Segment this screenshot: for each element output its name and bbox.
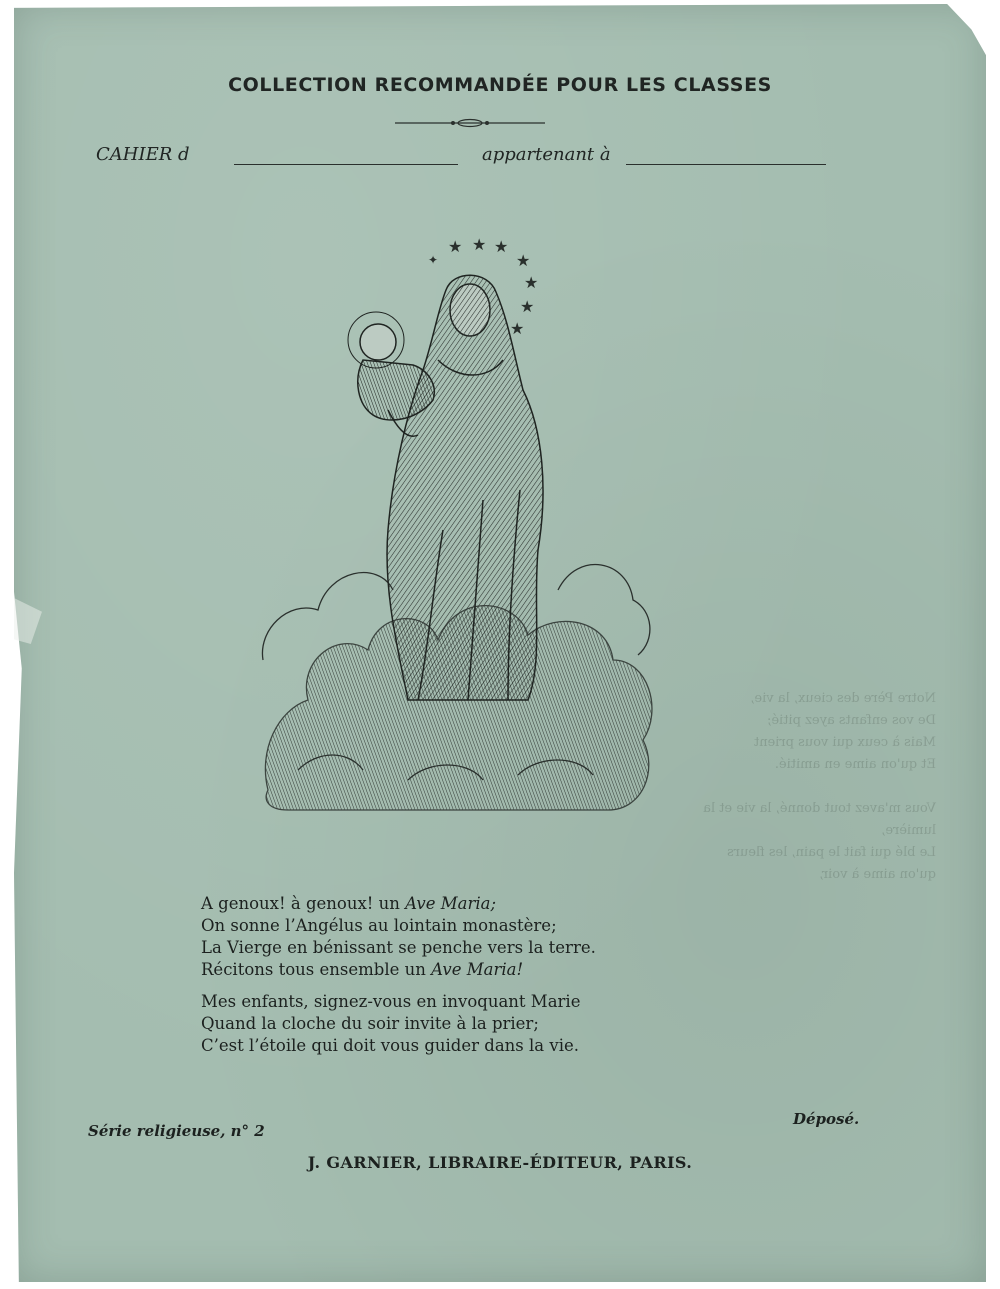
svg-text:★: ★	[520, 297, 535, 316]
publisher-imprint: J. GARNIER, LIBRAIRE-ÉDITEUR, PARIS.	[307, 1153, 693, 1172]
owner-name-field[interactable]	[626, 164, 826, 165]
poem-line: Mes enfants, signez-vous en invoquant Marie	[201, 992, 581, 1011]
poem-line: Quand la cloche du soir invite à la prier;	[201, 1014, 539, 1033]
cahier-subject-field[interactable]	[234, 164, 458, 165]
poem-line: Récitons tous ensemble un Ave Maria!	[201, 960, 524, 979]
cahier-form-line	[96, 140, 836, 170]
svg-text:★: ★	[516, 251, 531, 270]
show-through-text: Notre Père des cieux, la vie, De vos enfants ayez pitié; Mais à ceux qui vous prient Et qu'on aime en amitié. Vous m'avez tout donné, la vie et la lumière, Le blé qui fait le pain, les fleurs qu'on aime à voir,	[703, 691, 936, 882]
appartenant-label: appartenant à	[482, 144, 611, 165]
mary-figure	[387, 275, 543, 700]
cahier-label: CAHIER d	[96, 144, 190, 165]
poem-line: On sonne l’Angélus au lointain monastère;	[201, 916, 557, 935]
poem	[201, 893, 841, 1067]
series-label: Série religieuse, n° 2	[88, 1122, 265, 1140]
poem-line: C’est l’étoile qui doit vous guider dans la vie.	[201, 1036, 579, 1055]
svg-text:★: ★	[448, 237, 463, 256]
page-title: COLLECTION RECOMMANDÉE POUR LES CLASSES	[228, 74, 772, 96]
svg-text:★: ★	[472, 235, 487, 254]
depose-label: Déposé.	[793, 1110, 860, 1128]
svg-text:★: ★	[494, 237, 509, 256]
poem-stanza-1	[201, 893, 841, 981]
svg-text:✦: ✦	[428, 253, 439, 267]
poem-line: A genoux! à genoux! un Ave Maria;	[201, 894, 497, 913]
svg-text:★: ★	[524, 273, 539, 292]
virgin-and-child-engraving	[258, 230, 658, 840]
svg-text:★: ★	[510, 319, 525, 338]
poem-stanza-2	[201, 991, 841, 1057]
poem-line: La Vierge en bénissant se penche vers la terre.	[201, 938, 596, 957]
ornament-divider	[395, 116, 545, 130]
